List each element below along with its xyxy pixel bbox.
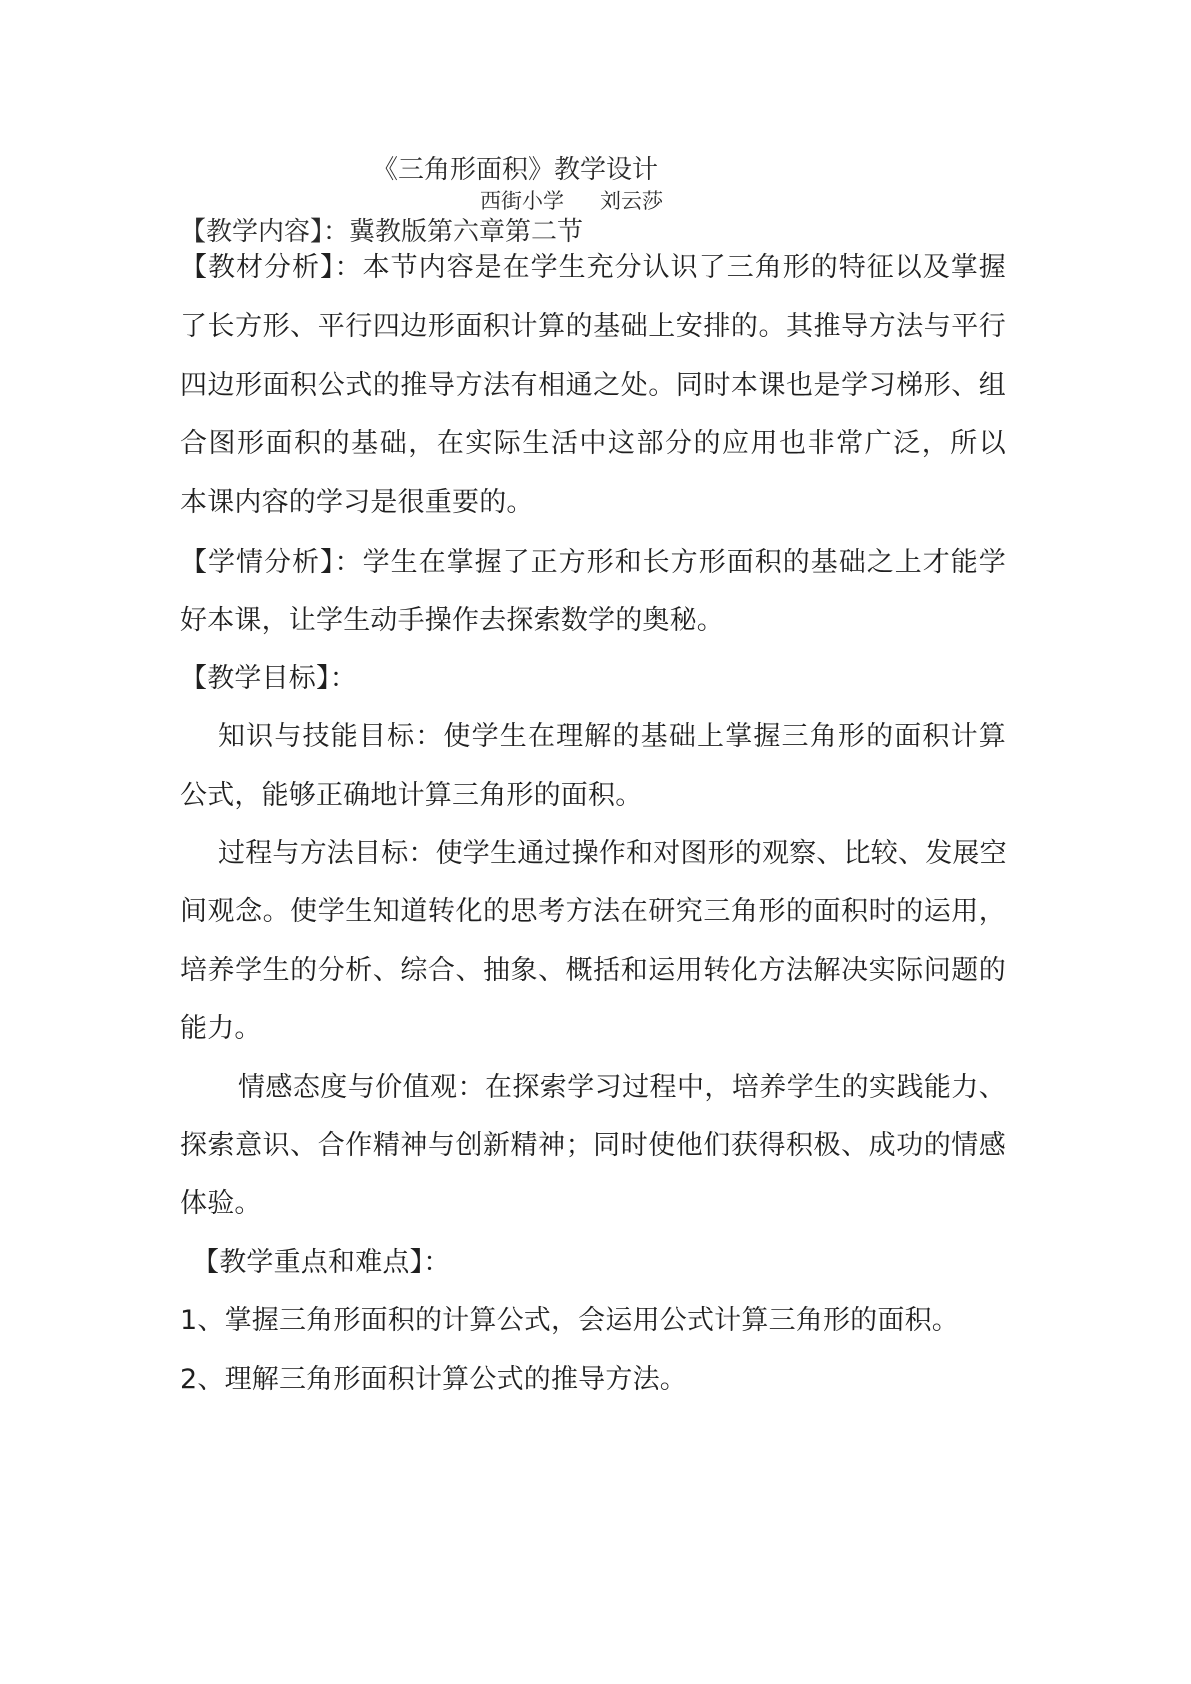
document-title: 《三角形面积》教学设计 [372,155,659,185]
material-analysis-line: 了长方形、平行四边形面积计算的基础上安排的。其推导方法与平行 [180,311,1006,342]
knowledge-goal-line: 知识与技能目标：使学生在理解的基础上掌握三角形的面积计算 [218,721,1006,752]
school-name: 西街小学 [480,189,564,213]
material-analysis-line: 合图形面积的基础，在实际生活中这部分的应用也非常广泛，所以 [180,428,1006,459]
emotion-goal-line: 体验。 [180,1188,262,1219]
key-points-heading: 【教学重点和难点】： [192,1247,451,1278]
student-analysis-line: 【学情分析】：学生在掌握了正方形和长方形面积的基础之上才能学 [180,547,1006,578]
process-goal-line: 间观念。使学生知道转化的思考方法在研究三角形的面积时的运用， [180,896,1006,927]
emotion-goal-line: 探索意识、合作精神与创新精神；同时使他们获得积极、成功的情感 [180,1130,1006,1161]
knowledge-goal-line: 公式，能够正确地计算三角形的面积。 [180,780,643,811]
teaching-content: 【教学内容】：冀教版第六章第二节 [180,217,584,247]
material-analysis-line: 四边形面积公式的推导方法有相通之处。同时本课也是学习梯形、组 [180,370,1006,401]
process-goal-line: 培养学生的分析、综合、抽象、概括和运用转化方法解决实际问题的 [180,955,1006,986]
author-line [480,191,663,212]
key-point-item: 1、掌握三角形面积的计算公式，会运用公式计算三角形的面积。 [180,1305,959,1336]
student-analysis-line: 好本课，让学生动手操作去探索数学的奥秘。 [180,605,724,636]
process-goal-line: 能力。 [180,1013,262,1044]
process-goal-line: 过程与方法目标：使学生通过操作和对图形的观察、比较、发展空 [218,838,1007,869]
material-analysis-line: 本课内容的学习是很重要的。 [180,487,534,518]
author-name: 刘云莎 [600,189,663,213]
material-analysis-line: 【教材分析】：本节内容是在学生充分认识了三角形的特征以及掌握 [180,252,1006,283]
key-point-item: 2、理解三角形面积计算公式的推导方法。 [180,1364,687,1395]
objectives-heading: 【教学目标】： [180,663,357,694]
emotion-goal-line: 情感态度与价值观：在探索学习过程中，培养学生的实践能力、 [238,1072,1006,1103]
